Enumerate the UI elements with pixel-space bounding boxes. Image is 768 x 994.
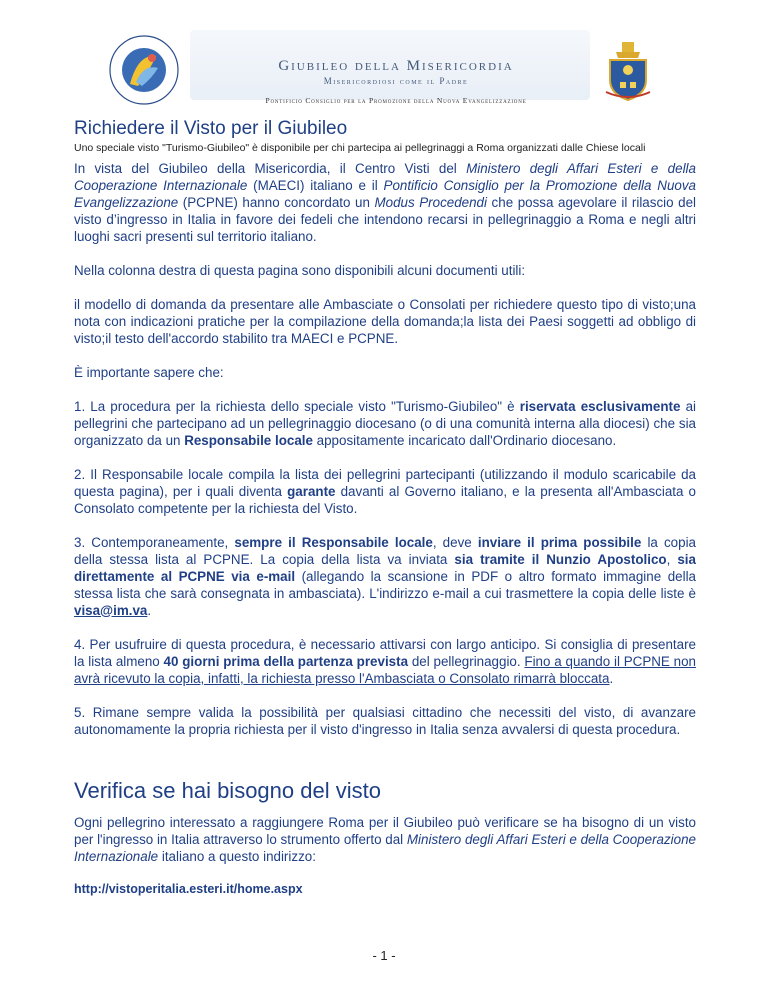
paragraph-check-visa: Ogni pellegrino interessato a raggiungere Roma per il Giubileo può verificare se ha bisogno di un visto per l'ingresso in Italia attraverso lo strumento offerto dal Ministero degli Affari Esteri e della Cooperazione Internazionale italiano a questo indirizzo: (74, 814, 696, 864)
page-header (0, 0, 768, 110)
paragraph-point-2: 2. Il Responsabile locale compila la lista dei pellegrini partecipanti (utilizzando il modulo scaricabile da questa pagina), per i quali diventa garante davanti al Governo italiano, e la presenta all'Ambasciata o Consolato competente per la richiesta del Visto. (74, 466, 696, 516)
paragraph-point-1: 1. La procedura per la richiesta dello speciale visto "Turismo-Giubileo" è riservata esclusivamente ai pellegrini che partecipano ad un pellegrinaggio diocesano (o di una comunità interna alla diocesi) che sia organizzato da un Responsabile locale appositamente incaricato dall'Ordinario diocesano. (74, 398, 696, 448)
paragraph-documents: Nella colonna destra di questa pagina sono disponibili alcuni documenti utili: (74, 262, 526, 278)
paragraph-point-3: 3. Contemporaneamente, sempre il Responsabile locale, deve inviare il prima possibile la copia della stessa lista al PCPNE. La copia della lista va inviata sia tramite il Nunzio Apostolico, sia direttamente al PCPNE via e-mail (allegando la scansione in PDF o altro formato immagine della stessa lista che sarà consegnata in ambasciata). L'indirizzo e-mail a cui trasmettere la copia delle liste è visa@im.va. (74, 534, 696, 618)
jubilee-logo-icon (108, 34, 180, 106)
paragraph-intro: In vista del Giubileo della Misericordia, il Centro Visti del Ministero degli Affari Esteri e della Cooperazione Internazionale (MAECI) italiano e il Pontificio Consiglio per la Promozione della Nuova Evangelizzazione (PCPNE) hanno concordato un Modus Procedendi che possa agevolare il rilascio del visto d’ingresso in Italia in favore dei fedeli che intendono recarsi in pellegrinaggio a Roma e negli altri luoghi sacri presenti sul territorio italiano. (74, 160, 696, 244)
section-subtitle: Uno speciale visto "Turismo-Giubileo" è disponibile per chi partecipa ai pellegrinaggi a Roma organizzati dalle Chiese locali (74, 142, 646, 154)
email-link[interactable]: visa@im.va (74, 602, 148, 618)
section-title-check-visa: Verifica se hai bisogno del visto (74, 777, 381, 803)
paragraph-point-5: 5. Rimane sempre valida la possibilità per qualsiasi cittadino che necessiti del visto, di avanzare autonomamente la propria richiesta per il visto d'ingresso in Italia senza avvalersi di questa procedura. (74, 704, 696, 737)
main-content (74, 118, 696, 896)
visa-check-url-link[interactable]: http://vistoperitalia.esteri.it/home.aspx (74, 881, 303, 896)
header-council: Pontificio Consiglio per la Promozione della Nuova Evangelizzazione (265, 96, 527, 105)
blocked-note-link[interactable]: Fino a quando il PCPNE non avrà ricevuto la copia, infatti, la richiesta presso l'Ambasciata o Consolato rimarrà bloccata (74, 653, 696, 686)
paragraph-document-list: il modello di domanda da presentare alle Ambasciate o Consolati per richiedere questo tipo di visto;una nota con indicazioni pratiche per la compilazione della domanda;la lista dei Paesi soggetti ad obbligo di visto;il testo dell'accordo stabilito tra MAECI e PCPNE. (74, 296, 696, 346)
header-subtitle: Misericordiosi come il Padre (323, 76, 469, 86)
page-number: - 1 - (372, 948, 396, 963)
paragraph-important: È importante sapere che: (74, 364, 224, 380)
header-title: Giubileo della Misericordia (278, 58, 514, 74)
papal-coat-of-arms-icon (598, 38, 658, 104)
section-title-visa: Richiedere il Visto per il Giubileo (74, 118, 348, 139)
paragraph-point-4: 4. Per usufruire di questa procedura, è necessario attivarsi con largo anticipo. Si consiglia di presentare la lista almeno 40 giorni prima della partenza prevista del pellegrinaggio. Fino a quando il PCPNE non avrà ricevuto la copia, infatti, la richiesta presso l'Ambasciata o Consolato rimarrà bloccata. (74, 636, 696, 686)
